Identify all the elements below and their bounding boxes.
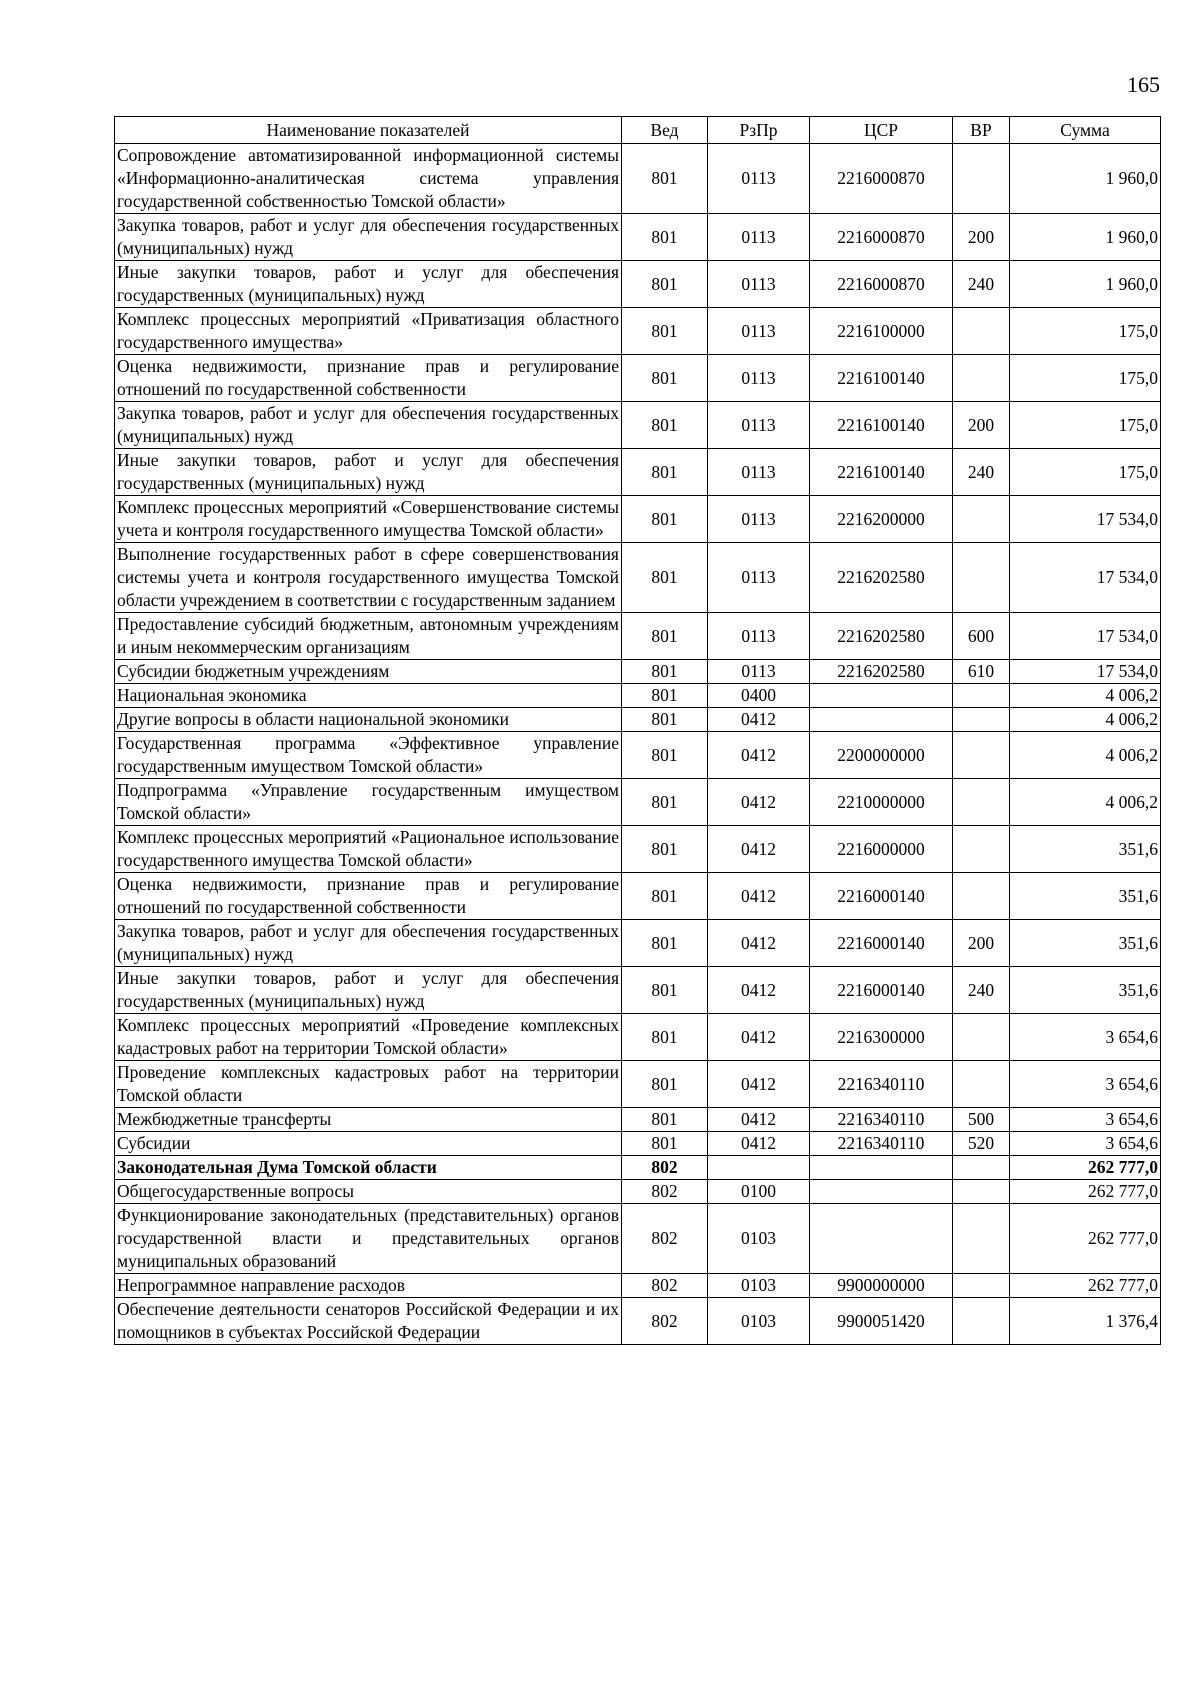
- table-row: [115, 779, 1161, 826]
- cell-ved: 801: [622, 613, 708, 660]
- cell-csr: 2216100140: [810, 355, 953, 402]
- cell-rzpr: 0412: [708, 920, 810, 967]
- cell-sum: 262 777,0: [1010, 1180, 1161, 1204]
- cell-csr: 2216340110: [810, 1132, 953, 1156]
- cell-ved: 802: [622, 1274, 708, 1298]
- table-row: [115, 355, 1161, 402]
- cell-csr: [810, 1156, 953, 1180]
- cell-vr: 200: [953, 402, 1010, 449]
- cell-csr: 2216340110: [810, 1061, 953, 1108]
- cell-ved: 801: [622, 708, 708, 732]
- cell-name: Законодательная Дума Томской области: [115, 1156, 622, 1180]
- table-row: [115, 1274, 1161, 1298]
- cell-csr: 2216340110: [810, 1108, 953, 1132]
- cell-ved: 802: [622, 1204, 708, 1274]
- column-header-rzpr: РзПр: [708, 117, 810, 144]
- cell-ved: 801: [622, 402, 708, 449]
- cell-vr: [953, 355, 1010, 402]
- cell-rzpr: 0113: [708, 543, 810, 613]
- cell-vr: 200: [953, 920, 1010, 967]
- cell-name: Непрограммное направление расходов: [115, 1274, 622, 1298]
- cell-rzpr: 0412: [708, 967, 810, 1014]
- cell-name: Функционирование законодательных (представительных) органов государственной власти и представительных органов муниципальных образований: [115, 1204, 622, 1274]
- table-row: [115, 261, 1161, 308]
- cell-sum: 262 777,0: [1010, 1204, 1161, 1274]
- cell-sum: 351,6: [1010, 920, 1161, 967]
- cell-vr: [953, 496, 1010, 543]
- cell-rzpr: 0113: [708, 308, 810, 355]
- cell-csr: 2216000870: [810, 144, 953, 214]
- cell-name: Сопровождение автоматизированной информационной системы «Информационно-аналитическая система управления государственной собственностью Томской области»: [115, 144, 622, 214]
- cell-name: Подпрограмма «Управление государственным имуществом Томской области»: [115, 779, 622, 826]
- cell-vr: 240: [953, 261, 1010, 308]
- cell-rzpr: 0113: [708, 613, 810, 660]
- cell-csr: [810, 1180, 953, 1204]
- cell-csr: 2216000000: [810, 826, 953, 873]
- cell-csr: 9900000000: [810, 1274, 953, 1298]
- table-row: [115, 1156, 1161, 1180]
- cell-rzpr: 0103: [708, 1204, 810, 1274]
- cell-vr: 600: [953, 613, 1010, 660]
- cell-sum: 17 534,0: [1010, 496, 1161, 543]
- cell-ved: 801: [622, 684, 708, 708]
- cell-rzpr: [708, 1156, 810, 1180]
- cell-vr: [953, 1156, 1010, 1180]
- cell-name: Субсидии бюджетным учреждениям: [115, 660, 622, 684]
- cell-vr: [953, 1204, 1010, 1274]
- table-row: [115, 920, 1161, 967]
- cell-ved: 801: [622, 920, 708, 967]
- cell-sum: 262 777,0: [1010, 1156, 1161, 1180]
- cell-vr: [953, 308, 1010, 355]
- cell-sum: 1 960,0: [1010, 261, 1161, 308]
- cell-rzpr: 0412: [708, 826, 810, 873]
- cell-rzpr: 0412: [708, 1132, 810, 1156]
- page-number: 165: [1127, 72, 1160, 97]
- cell-sum: 1 960,0: [1010, 144, 1161, 214]
- column-header-name: Наименование показателей: [115, 117, 622, 144]
- cell-name: Предоставление субсидий бюджетным, автономным учреждениям и иным некоммерческим организациям: [115, 613, 622, 660]
- table-row: [115, 1180, 1161, 1204]
- table-row: [115, 144, 1161, 214]
- cell-rzpr: 0113: [708, 355, 810, 402]
- table-row: [115, 1298, 1161, 1345]
- cell-name: Оценка недвижимости, признание прав и регулирование отношений по государственной собственности: [115, 355, 622, 402]
- table-row: [115, 873, 1161, 920]
- cell-sum: 1 960,0: [1010, 214, 1161, 261]
- table-row: [115, 402, 1161, 449]
- cell-vr: 240: [953, 967, 1010, 1014]
- cell-name: Закупка товаров, работ и услуг для обеспечения государственных (муниципальных) нужд: [115, 920, 622, 967]
- cell-rzpr: 0113: [708, 660, 810, 684]
- cell-name: Оценка недвижимости, признание прав и регулирование отношений по государственной собственности: [115, 873, 622, 920]
- cell-name: Обеспечение деятельности сенаторов Российской Федерации и их помощников в субъектах Российской Федерации: [115, 1298, 622, 1345]
- cell-vr: 500: [953, 1108, 1010, 1132]
- cell-sum: 4 006,2: [1010, 779, 1161, 826]
- cell-csr: 2216100140: [810, 402, 953, 449]
- cell-sum: 175,0: [1010, 402, 1161, 449]
- cell-ved: 801: [622, 355, 708, 402]
- cell-csr: 2216200000: [810, 496, 953, 543]
- cell-vr: [953, 873, 1010, 920]
- header-row: [115, 117, 1161, 144]
- cell-ved: 801: [622, 967, 708, 1014]
- cell-csr: 2216100000: [810, 308, 953, 355]
- cell-sum: 175,0: [1010, 449, 1161, 496]
- table-row: [115, 732, 1161, 779]
- cell-name: Иные закупки товаров, работ и услуг для обеспечения государственных (муниципальных) нужд: [115, 449, 622, 496]
- cell-name: Комплекс процессных мероприятий «Приватизация областного государственного имущества»: [115, 308, 622, 355]
- cell-ved: 801: [622, 1108, 708, 1132]
- cell-sum: 4 006,2: [1010, 684, 1161, 708]
- cell-vr: 520: [953, 1132, 1010, 1156]
- cell-csr: 2216000870: [810, 261, 953, 308]
- cell-vr: 200: [953, 214, 1010, 261]
- cell-ved: 802: [622, 1156, 708, 1180]
- table-row: [115, 660, 1161, 684]
- cell-name: Иные закупки товаров, работ и услуг для обеспечения государственных (муниципальных) нужд: [115, 967, 622, 1014]
- cell-vr: [953, 1061, 1010, 1108]
- cell-name: Комплекс процессных мероприятий «Рациональное использование государственного имущества Томской области»: [115, 826, 622, 873]
- column-header-vr: ВР: [953, 117, 1010, 144]
- cell-csr: [810, 684, 953, 708]
- cell-rzpr: 0113: [708, 496, 810, 543]
- cell-ved: 801: [622, 732, 708, 779]
- cell-vr: [953, 543, 1010, 613]
- table-row: [115, 214, 1161, 261]
- cell-csr: 2210000000: [810, 779, 953, 826]
- cell-rzpr: 0412: [708, 779, 810, 826]
- table-row: [115, 613, 1161, 660]
- cell-rzpr: 0113: [708, 449, 810, 496]
- cell-ved: 801: [622, 144, 708, 214]
- cell-name: Выполнение государственных работ в сфере совершенствования системы учета и контроля государственного имущества Томской области учреждением в соответствии с государственным заданием: [115, 543, 622, 613]
- table-row: [115, 1108, 1161, 1132]
- cell-rzpr: 0103: [708, 1298, 810, 1345]
- column-header-ved: Вед: [622, 117, 708, 144]
- cell-name: Межбюджетные трансферты: [115, 1108, 622, 1132]
- cell-csr: 2200000000: [810, 732, 953, 779]
- table-header: [115, 117, 1161, 144]
- cell-sum: 3 654,6: [1010, 1108, 1161, 1132]
- cell-ved: 801: [622, 1014, 708, 1061]
- cell-ved: 801: [622, 779, 708, 826]
- cell-rzpr: 0412: [708, 732, 810, 779]
- cell-name: Закупка товаров, работ и услуг для обеспечения государственных (муниципальных) нужд: [115, 214, 622, 261]
- cell-ved: 801: [622, 660, 708, 684]
- cell-vr: [953, 1298, 1010, 1345]
- cell-sum: 4 006,2: [1010, 732, 1161, 779]
- cell-rzpr: 0412: [708, 1014, 810, 1061]
- cell-name: Общегосударственные вопросы: [115, 1180, 622, 1204]
- table-row: [115, 684, 1161, 708]
- cell-rzpr: 0412: [708, 1108, 810, 1132]
- table-row: [115, 826, 1161, 873]
- cell-vr: [953, 1014, 1010, 1061]
- cell-name: Субсидии: [115, 1132, 622, 1156]
- cell-sum: 3 654,6: [1010, 1132, 1161, 1156]
- cell-rzpr: 0113: [708, 144, 810, 214]
- cell-rzpr: 0412: [708, 873, 810, 920]
- cell-ved: 801: [622, 496, 708, 543]
- cell-name: Национальная экономика: [115, 684, 622, 708]
- table-row: [115, 1061, 1161, 1108]
- cell-name: Проведение комплексных кадастровых работ на территории Томской области: [115, 1061, 622, 1108]
- cell-ved: 801: [622, 543, 708, 613]
- cell-vr: 240: [953, 449, 1010, 496]
- cell-ved: 802: [622, 1298, 708, 1345]
- table-row: [115, 1204, 1161, 1274]
- table-row: [115, 1014, 1161, 1061]
- cell-sum: 351,6: [1010, 967, 1161, 1014]
- cell-sum: 175,0: [1010, 308, 1161, 355]
- cell-rzpr: 0400: [708, 684, 810, 708]
- cell-rzpr: 0412: [708, 1061, 810, 1108]
- cell-csr: 2216000870: [810, 214, 953, 261]
- cell-name: Государственная программа «Эффективное управление государственным имуществом Томской области»: [115, 732, 622, 779]
- cell-sum: 17 534,0: [1010, 613, 1161, 660]
- table-row: [115, 967, 1161, 1014]
- cell-name: Закупка товаров, работ и услуг для обеспечения государственных (муниципальных) нужд: [115, 402, 622, 449]
- cell-csr: 2216202580: [810, 660, 953, 684]
- cell-csr: 2216300000: [810, 1014, 953, 1061]
- cell-sum: 351,6: [1010, 873, 1161, 920]
- cell-rzpr: 0103: [708, 1274, 810, 1298]
- cell-name: Комплекс процессных мероприятий «Проведение комплексных кадастровых работ на территории Томской области»: [115, 1014, 622, 1061]
- cell-sum: 4 006,2: [1010, 708, 1161, 732]
- cell-vr: [953, 1274, 1010, 1298]
- column-header-sum: Сумма: [1010, 117, 1161, 144]
- table-row: [115, 496, 1161, 543]
- cell-vr: [953, 1180, 1010, 1204]
- cell-csr: [810, 708, 953, 732]
- cell-csr: 2216202580: [810, 543, 953, 613]
- cell-ved: 801: [622, 308, 708, 355]
- cell-sum: 3 654,6: [1010, 1061, 1161, 1108]
- cell-ved: 801: [622, 826, 708, 873]
- cell-rzpr: 0113: [708, 214, 810, 261]
- cell-vr: 610: [953, 660, 1010, 684]
- cell-name: Другие вопросы в области национальной экономики: [115, 708, 622, 732]
- table-row: [115, 449, 1161, 496]
- table-row: [115, 708, 1161, 732]
- cell-ved: 801: [622, 873, 708, 920]
- cell-sum: 351,6: [1010, 826, 1161, 873]
- cell-csr: 2216202580: [810, 613, 953, 660]
- cell-csr: 2216000140: [810, 967, 953, 1014]
- cell-csr: 2216000140: [810, 873, 953, 920]
- cell-name: Иные закупки товаров, работ и услуг для обеспечения государственных (муниципальных) нужд: [115, 261, 622, 308]
- cell-rzpr: 0113: [708, 261, 810, 308]
- table-row: [115, 543, 1161, 613]
- cell-vr: [953, 826, 1010, 873]
- cell-sum: 262 777,0: [1010, 1274, 1161, 1298]
- column-header-csr: ЦСР: [810, 117, 953, 144]
- cell-csr: 2216100140: [810, 449, 953, 496]
- cell-rzpr: 0113: [708, 402, 810, 449]
- cell-ved: 801: [622, 261, 708, 308]
- cell-name: Комплекс процессных мероприятий «Совершенствование системы учета и контроля государственного имущества Томской области»: [115, 496, 622, 543]
- cell-sum: 17 534,0: [1010, 660, 1161, 684]
- cell-vr: [953, 732, 1010, 779]
- table-row: [115, 1132, 1161, 1156]
- table-body: [115, 144, 1161, 1345]
- cell-ved: 801: [622, 1132, 708, 1156]
- cell-ved: 801: [622, 214, 708, 261]
- cell-csr: [810, 1204, 953, 1274]
- cell-csr: 9900051420: [810, 1298, 953, 1345]
- cell-rzpr: 0100: [708, 1180, 810, 1204]
- cell-vr: [953, 144, 1010, 214]
- table-row: [115, 308, 1161, 355]
- cell-sum: 175,0: [1010, 355, 1161, 402]
- cell-sum: 3 654,6: [1010, 1014, 1161, 1061]
- cell-rzpr: 0412: [708, 708, 810, 732]
- budget-table: [114, 116, 1161, 1345]
- cell-sum: 17 534,0: [1010, 543, 1161, 613]
- cell-vr: [953, 708, 1010, 732]
- cell-csr: 2216000140: [810, 920, 953, 967]
- cell-ved: 801: [622, 1061, 708, 1108]
- cell-sum: 1 376,4: [1010, 1298, 1161, 1345]
- cell-vr: [953, 779, 1010, 826]
- cell-vr: [953, 684, 1010, 708]
- cell-ved: 801: [622, 449, 708, 496]
- cell-ved: 802: [622, 1180, 708, 1204]
